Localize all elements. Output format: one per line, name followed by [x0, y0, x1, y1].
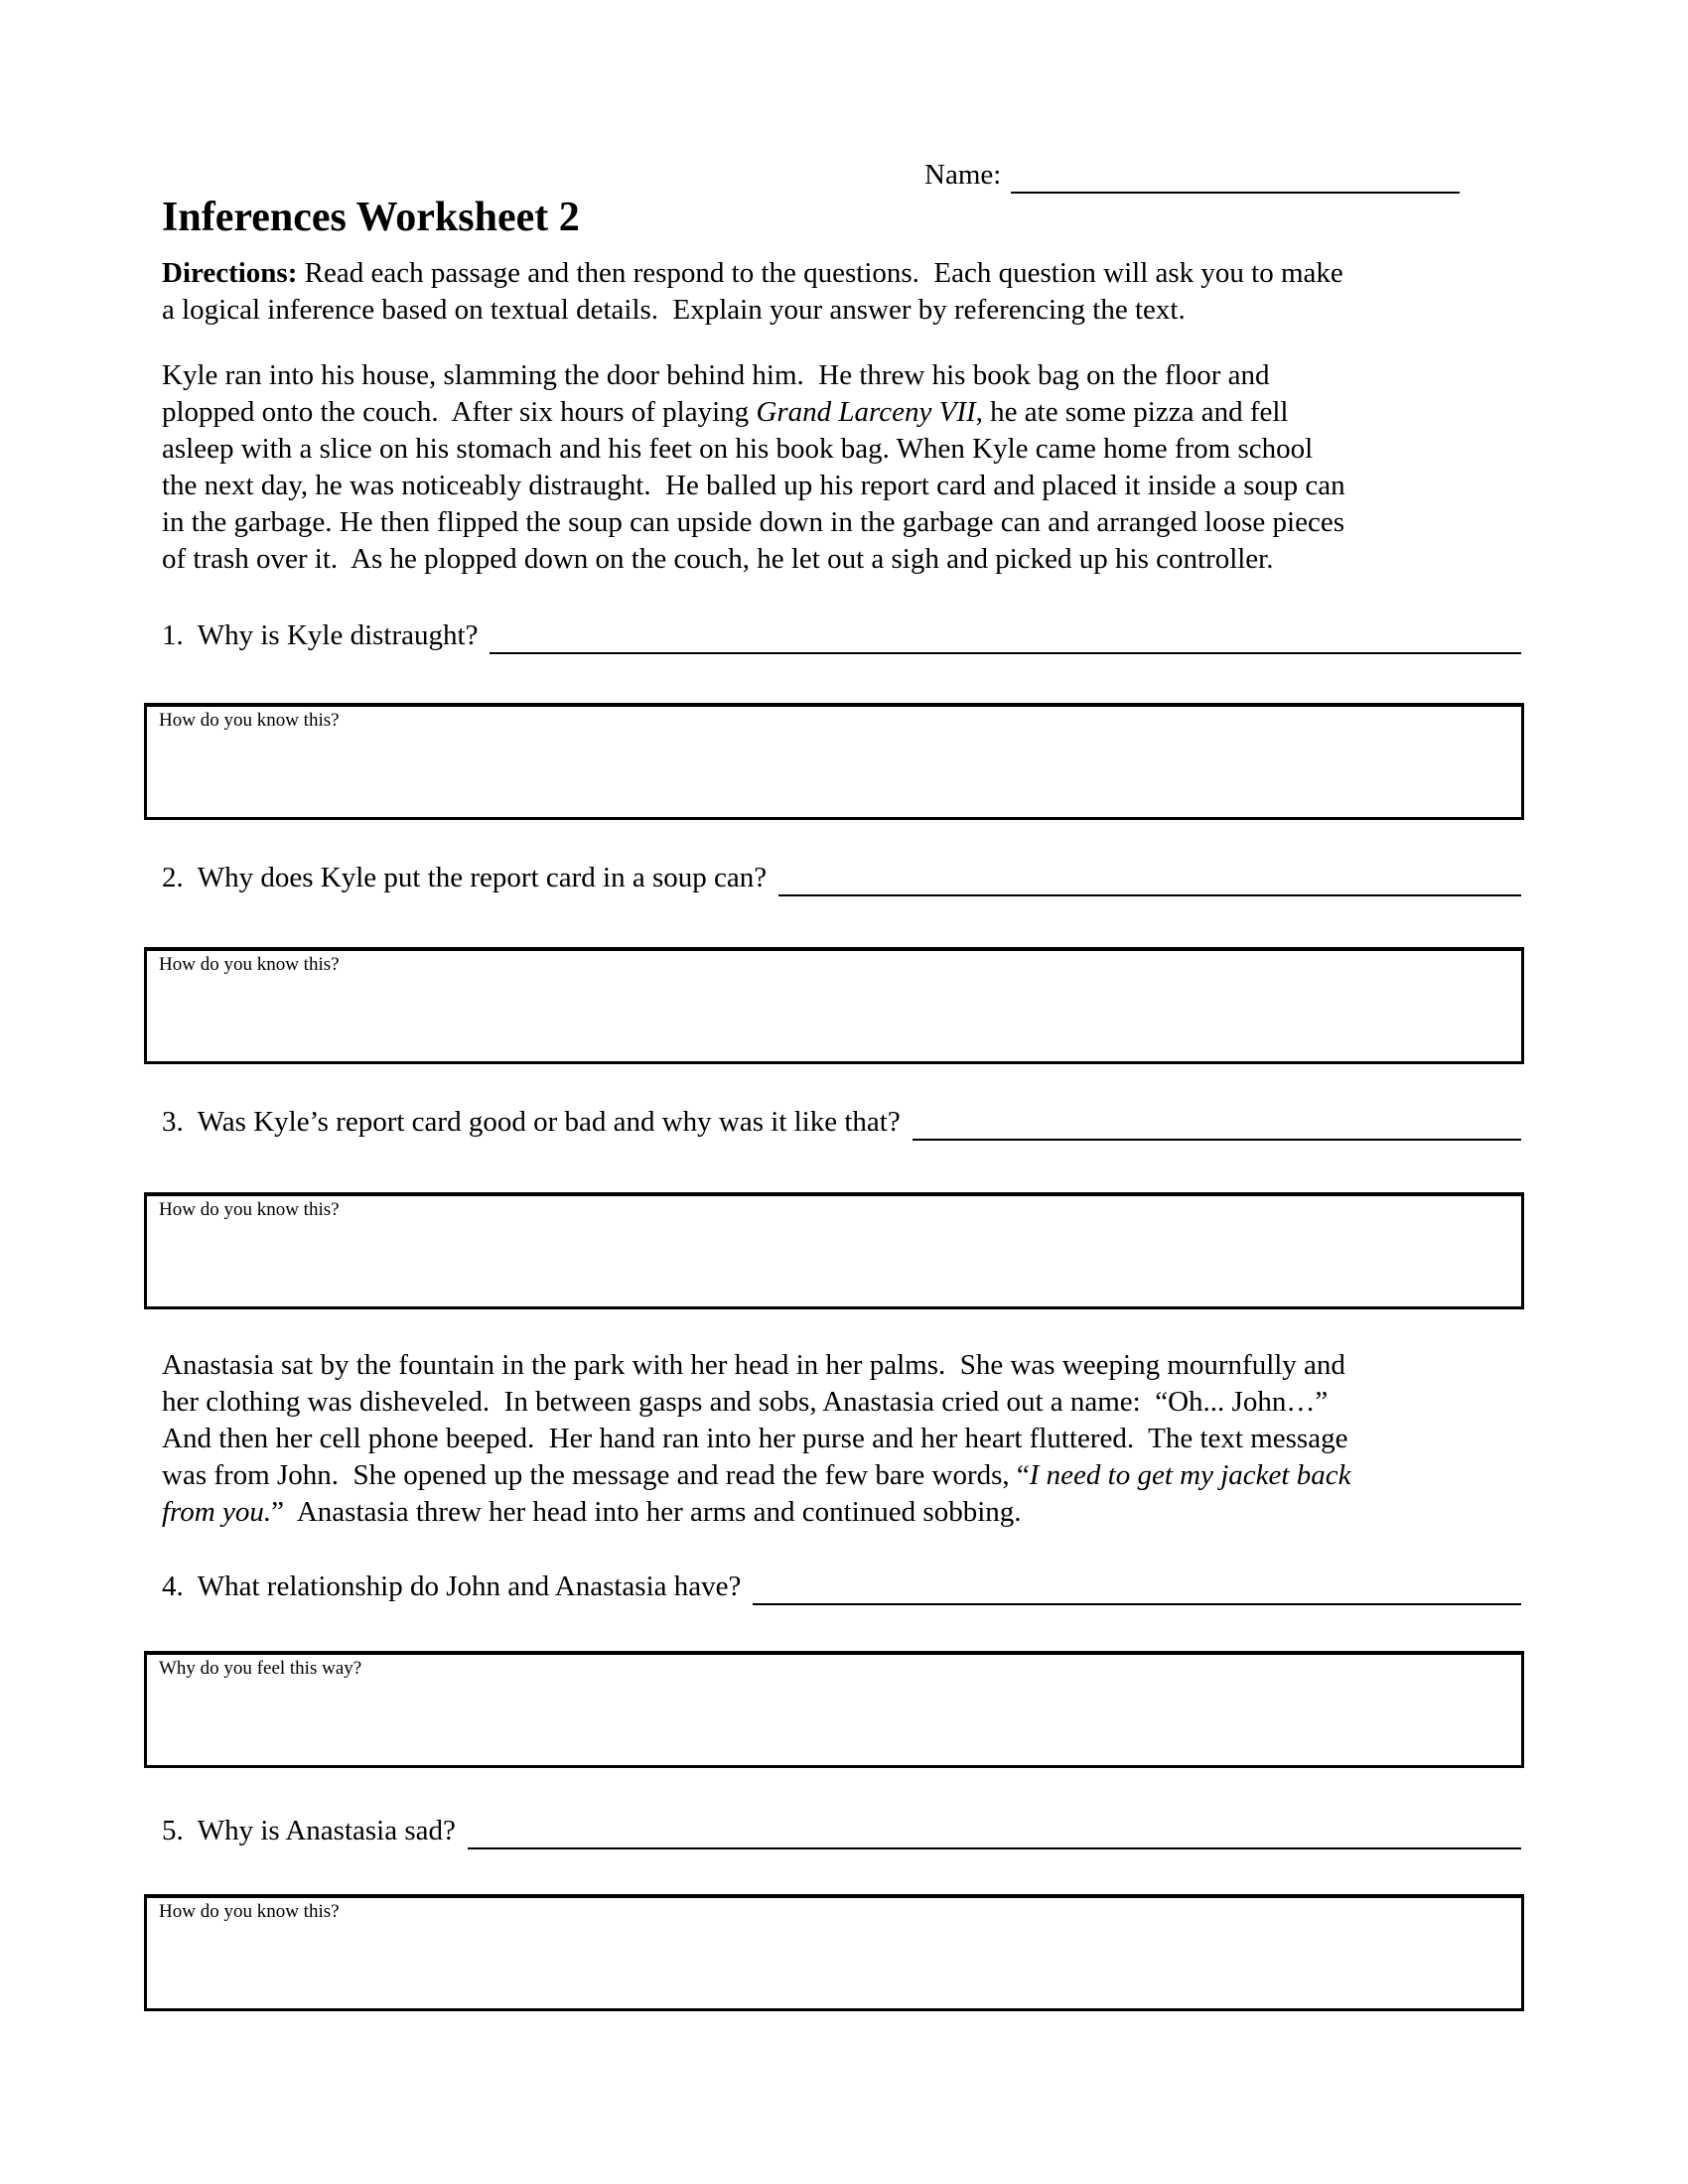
- text-line: [162, 504, 1521, 541]
- question-5-text: Why is Anastasia sad?: [197, 1815, 456, 1846]
- question-5-box-label: How do you know this?: [159, 1901, 340, 1922]
- name-blank-line[interactable]: [1011, 184, 1460, 194]
- question-4-box-label: Why do you feel this way?: [159, 1658, 362, 1679]
- question-4-text: What relationship do John and Anastasia have?: [197, 1570, 742, 1602]
- text-line: [162, 541, 1521, 578]
- text-line: [162, 1494, 1521, 1531]
- question-5-answer-line[interactable]: [468, 1840, 1521, 1849]
- text-line: [162, 357, 1521, 394]
- question-3-text: Was Kyle’s report card good or bad and why was it like that?: [197, 1106, 901, 1138]
- text-segment: a logical inference based on textual details. Explain your answer by referencing the text.: [162, 294, 1186, 326]
- question-1-text: Why is Kyle distraught?: [197, 619, 479, 651]
- question-1: [162, 617, 1521, 654]
- text-segment: plopped onto the couch. After six hours of playing: [162, 396, 757, 428]
- text-segment: And then her cell phone beeped. Her hand ran into her purse and her heart fluttered. The text message: [162, 1423, 1348, 1454]
- question-2-text: Why does Kyle put the report card in a soup can?: [197, 862, 768, 893]
- directions-paragraph: [162, 255, 1521, 329]
- text-segment: asleep with a slice on his stomach and his feet on his book bag. When Kyle came home from school: [162, 433, 1314, 465]
- text-segment: was from John. She opened up the message and read the few bare words, “: [162, 1459, 1030, 1491]
- text-line: [162, 1347, 1521, 1384]
- text-segment: ” Anastasia threw her head into her arms and continued sobbing.: [271, 1496, 1022, 1528]
- question-3: [162, 1104, 1521, 1141]
- question-5: [162, 1813, 1521, 1849]
- text-line: [162, 292, 1521, 329]
- text-segment: , he ate some pizza and fell: [975, 396, 1289, 428]
- question-3-answer-line[interactable]: [913, 1131, 1521, 1141]
- name-row: [162, 157, 1521, 194]
- text-segment: Grand Larceny VII: [756, 396, 976, 428]
- text-segment: Anastasia sat by the fountain in the park with her head in her palms. She was weeping mournfully and: [162, 1349, 1345, 1381]
- question-2-box-label: How do you know this?: [159, 954, 340, 975]
- question-4: [162, 1569, 1521, 1605]
- text-line: [162, 394, 1521, 431]
- text-line: [162, 1457, 1521, 1494]
- text-line: [162, 255, 1521, 292]
- question-4-answer-box[interactable]: [144, 1651, 1524, 1768]
- question-3-box-label: How do you know this?: [159, 1199, 340, 1220]
- text-segment: I need to get my jacket back: [1029, 1459, 1351, 1491]
- name-label: Name:: [924, 159, 1002, 191]
- question-1-answer-line[interactable]: [490, 644, 1521, 654]
- question-4-answer-line[interactable]: [753, 1595, 1521, 1605]
- question-3-answer-box[interactable]: [144, 1192, 1524, 1309]
- text-segment: Kyle ran into his house, slamming the door behind him. He threw his book bag on the floor and: [162, 359, 1270, 391]
- question-2-number: 2.: [162, 862, 184, 893]
- question-1-box-label: How do you know this?: [159, 710, 340, 731]
- text-segment: her clothing was disheveled. In between gasps and sobs, Anastasia cried out a name: “Oh... John…”: [162, 1386, 1329, 1418]
- text-line: [162, 1421, 1521, 1457]
- question-3-number: 3.: [162, 1106, 184, 1138]
- question-1-number: 1.: [162, 619, 184, 651]
- page-title: Inferences Worksheet 2: [162, 195, 580, 240]
- text-segment: of trash over it. As he plopped down on the couch, he let out a sigh and picked up his controller.: [162, 543, 1274, 575]
- question-2-answer-box[interactable]: [144, 947, 1524, 1064]
- passage-anastasia: [162, 1347, 1521, 1531]
- question-1-answer-box[interactable]: [144, 703, 1524, 820]
- text-segment: Directions:: [162, 257, 298, 289]
- text-segment: Read each passage and then respond to the questions. Each question will ask you to make: [297, 257, 1343, 289]
- passage-kyle: [162, 357, 1521, 578]
- question-2-answer-line[interactable]: [778, 887, 1521, 896]
- text-line: [162, 1384, 1521, 1421]
- text-line: [162, 431, 1521, 468]
- question-5-number: 5.: [162, 1815, 184, 1846]
- question-2: [162, 860, 1521, 896]
- text-segment: the next day, he was noticeably distraught. He balled up his report card and placed it inside a soup can: [162, 470, 1345, 501]
- question-5-answer-box[interactable]: [144, 1894, 1524, 2011]
- text-segment: in the garbage. He then flipped the soup can upside down in the garbage can and arranged loose pieces: [162, 506, 1344, 538]
- question-4-number: 4.: [162, 1570, 184, 1602]
- text-segment: from you.: [162, 1496, 272, 1528]
- text-line: [162, 468, 1521, 504]
